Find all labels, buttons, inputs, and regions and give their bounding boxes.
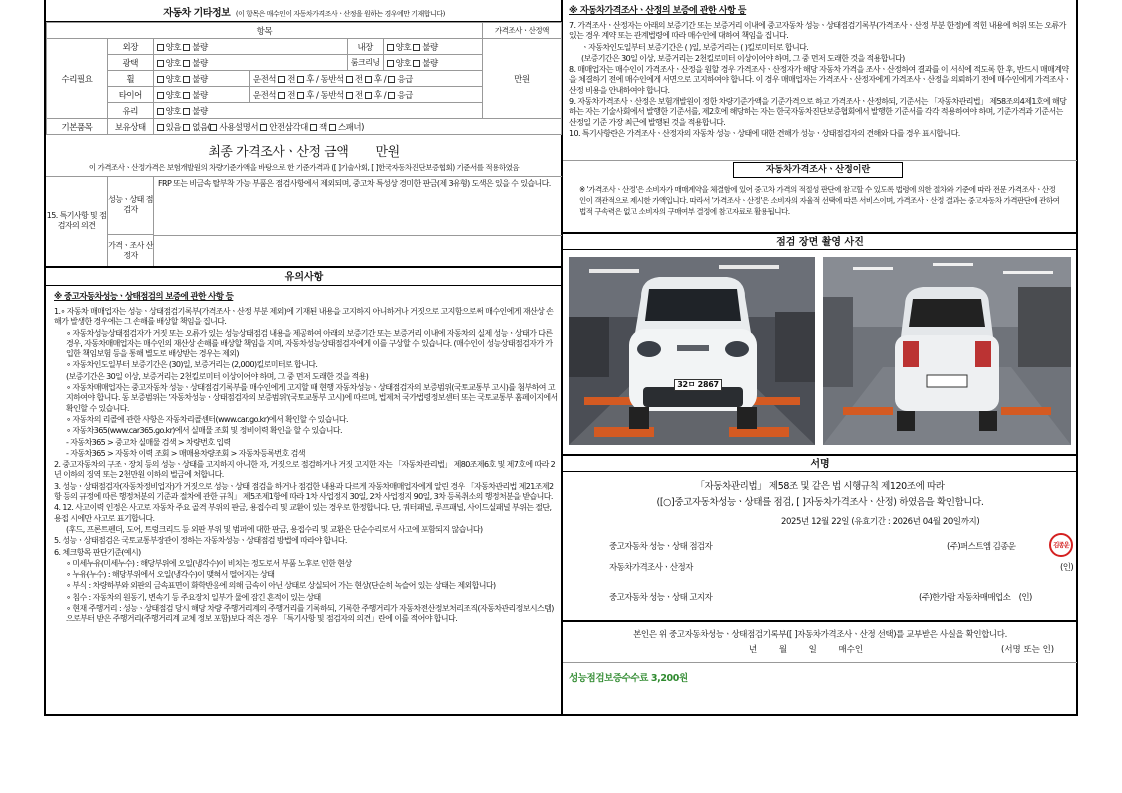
notice-title: 자동차가격조사ㆍ산정이란: [733, 162, 903, 178]
checkbox[interactable]: [157, 124, 164, 131]
checkbox[interactable]: [387, 60, 394, 67]
caution-item: 6. 체크항목 판단기준(예시): [54, 547, 141, 557]
checkbox[interactable]: [260, 124, 267, 131]
price-subtitle: ※ 자동차가격조사ㆍ산정의 보증에 관한 사항 등: [569, 6, 747, 16]
caution-subtitle: ※ 중고자동차성능ㆍ상태점검의 보증에 관한 사항 등: [54, 292, 234, 302]
sign-law: 「자동차관리법」 제58조 및 같은 법 시행규칙 제120조에 따라: [695, 481, 945, 492]
checkbox[interactable]: [346, 92, 353, 99]
caution-body: [54, 292, 558, 626]
caution-item: ∘ 현재 주행거리 : 성능ㆍ상태점검 당시 해당 차량 주행거리계의 주행거리를 기록하되, 기록한 주행거리가 자동차전산정보처리조직(자동차관리정보시스템)으로부터 받은 주행거리(주행거리계 교체 정보 포함)보다 적은 경우 「특기사항 및 점검자의 의견」란에 이를 적어야 합니다.: [66, 604, 554, 624]
misc-note: (이 항목은 매수인이 자동차가격조사ㆍ산정을 원하는 경우에만 기재합니다): [235, 10, 445, 18]
group-basic: 기본품목: [47, 119, 108, 135]
sig-role-2: 자동차가격조사ㆍ산정자: [609, 563, 693, 573]
car-rear-photo-icon: [823, 257, 1071, 445]
checkbox[interactable]: [387, 44, 394, 51]
assessor-label: 가격ㆍ조사 산정자: [108, 235, 154, 266]
price-list: [569, 21, 1071, 139]
caution-item: ∘ 미세누유(미세누수) : 해당부위에 오일(냉각수)이 비치는 정도로서 부품 노후로 인한 현상: [66, 558, 352, 568]
caution-item: 4. 12. 사고이력 인정은 사고로 자동차 주요 골격 부위의 판금, 용접수리 및 교환이 있는 경우로 한정합니다. 단, 쿼터패널, 루프패널, 사이드실패널 부위는 절단, 용접 시에만 사고로 표기합니다.: [54, 503, 552, 523]
label-interior: 내장: [347, 39, 383, 55]
col-item: 항목: [47, 23, 483, 39]
car-front-photo-icon: [569, 257, 815, 445]
sig-name-1: (주)퍼스트엠 김종운: [947, 542, 1016, 552]
caution-item: 1.∘ 자동차 매매업자는 성능ㆍ상태점검기록부(가격조사ㆍ산정 부분 제외)에 기재된 내용을 고지하지 아니하거나 거짓으로 고지함으로써 매수인에게 재산상 손해가 발생한 경우에는 그 손해를 배상할 책임을 집니다.: [54, 307, 554, 327]
inspector-text: FRP 또는 비금속 탈부착 가능 부품은 점검사항에서 제외되며, 중고차 특성상 경미한 판금(제 3유형) 도색은 있을 수 있습니다.: [158, 179, 551, 188]
caution-item: ∘ 자동차성능상태점검자가 거짓 또는 오류가 있는 성능상태점검 내용을 제공하여 아래의 보증기간 또는 보증거리 이내에 자동차의 실제 성능ㆍ상태가 다른 경우, 자동차매매업자는 매수인의 재산상 손해를 배상할 책임을 지며, 자동차성능상태점검자에게 이를 구상할 수 있습니다. (매수인이 성능상태점검자가 가입한 책임보험 등을 통해 별도로 배상받는 경우는 제외): [66, 328, 553, 359]
left-column: [46, 0, 563, 714]
final-note: 이 가격조사ㆍ산정가격은 보험개발원의 차량기준가액을 바탕으로 한 기준가격과 ([ ]기술사회, [ ]한국자동차진단보증협회) 기준서를 적용하였음: [88, 163, 520, 172]
caution-item: - 자동차365 > 자동차 이력 조회 > 매매용차량조회 > 자동차등록번호 검색: [66, 448, 305, 458]
receipt-sign: (서명 또는 인): [1001, 645, 1055, 655]
checkbox[interactable]: [157, 60, 164, 67]
notice-text: ※ '가격조사ㆍ산정'은 소비자가 매매계약을 체결함에 있어 중고차 가격의 적절성 판단에 참고할 수 있도록 법령에 의한 절차와 기준에 따라 전문 가격조사ㆍ산정인이 객관적으로 제시한 가액입니다. 따라서 '가격조사ㆍ산정'은 소비자의 자율적 선택에 따른 서비스이며, 가격조사ㆍ산정 결과는 중고자동차 가격판단에 관하여 법적 구속력은 없고 소비자의 구매여부 결정에 참고자료로 활용됩니다.: [579, 185, 1060, 216]
caution-list: [54, 307, 558, 625]
price-guarantee-item: 9. 자동차가격조사ㆍ산정은 보험개발원이 정한 차량기준가액을 기준가격으로 하고 가격조사ㆍ산정하되, 기준서는 「자동차관리법」 제58조의4제1호에 해당하는 자는 기술사회에서 발행한 기준서를, 제2호에 해당하는 자는 한국자동차진단보증협회에서 발행한 기준서를 각각 적용하여야 하며, 기준가격과 기준서는 산정일 기준 가장 최근에 발행된 것을 적용합니다.: [569, 97, 1067, 127]
price-guarantee-item: 7. 가격조사ㆍ산정자는 아래의 보증기간 또는 보증거리 이내에 중고자동차 성능ㆍ상태점검기록부(가격조사ㆍ산정 부분 한정)에 적힌 내용에 허위 또는 오류가 있는 경우 계약 또는 관계법령에 따라 매수인에 대하여 책임을 집니다.: [569, 21, 1066, 41]
caution-item: ∘ 자동차인도일부터 보증기간은 (30)일, 보증거리는 (2,000)킬로미터로 합니다.: [66, 360, 318, 370]
misc-table: 항목 가격조사ㆍ산정액 수리필요 외장 양호 불량 내장 양호 불량 만원 광택 양호 불량 룸크리닝 양호 불량 휠 양호 불량 운전석 전 후 / 동반석 전 후 / 응급 타이어 양호 불량 운전석 전 후 / 동반석 전 후 / 응급 유리 양호 불량 기본품목 보유상태 있음 없음( 사용설명서 안전삼각대 잭 스패너): [46, 22, 562, 135]
checkbox[interactable]: [157, 92, 164, 99]
caution-item: ∘ 누유(누수) : 해당부위에서 오일(냉각수)이 맺혀서 떨어지는 상태: [66, 570, 275, 580]
checkbox[interactable]: [310, 124, 317, 131]
price-guarantee-item: 10. 특기사항란은 가격조사ㆍ산정자의 자동차 성능ㆍ상태에 대한 견해가 성능ㆍ상태점검자의 견해와 다를 경우 표시합니다.: [569, 128, 960, 138]
label-exterior: 외장: [107, 39, 153, 55]
receipt-date: 년 월 일 매수인: [749, 645, 864, 655]
col-price: 가격조사ㆍ산정액: [482, 23, 561, 39]
sign-check: ([○]중고자동차성능ㆍ상태를 점검, [ ]자동차가격조사ㆍ산정) 하였음을 확인합니다.: [656, 497, 984, 508]
interior-options: 양호 불량: [383, 39, 482, 55]
final-title: 최종 가격조사ㆍ산정 금액: [208, 145, 349, 160]
tire-seats: 운전석 전 후 / 동반석 전 후 / 응급: [249, 87, 482, 103]
checkbox[interactable]: [183, 108, 190, 115]
price-unit: 만원: [482, 39, 561, 119]
fee-text: 성능점검보증수수료 3,200원: [569, 673, 688, 684]
checkbox[interactable]: [329, 124, 336, 131]
checkbox[interactable]: [183, 92, 190, 99]
sig-role-3: 중고자동차 성능ㆍ상태 고지자: [609, 593, 713, 603]
label-wheel: 휠: [107, 71, 153, 87]
checkbox[interactable]: [157, 108, 164, 115]
wheel-seats: 운전석 전 후 / 동반석 전 후 / 응급: [249, 71, 482, 87]
inspection-photo-rear: [823, 257, 1071, 445]
checkbox[interactable]: [278, 76, 285, 83]
caution-item: ∘ 자동차매매업자는 중고자동차 성능ㆍ상태점검기록부를 매수인에게 고지할 때 현행 자동차성능ㆍ상태점검자의 보증범위(국토교통부 고시)를 첨부하여 고지하여야 합니다. 동 보증범위는 '자동차성능ㆍ상태점검자의 보증범위'(국토교통부 고시)에 따르며, 법제처 국가법령정보센터 또는 국토교통부 홈페이지에서 확인할 수 있습니다.: [66, 383, 558, 413]
caution-item: ∘ 침수 : 자동차의 원동기, 변속기 등 주요장치 일부가 물에 잠긴 흔적이 있는 상태: [66, 592, 321, 602]
inspection-photo-front: [569, 257, 815, 445]
caution-item: (후드, 프론트펜더, 도어, 트렁크리드 등 외판 부위 및 범퍼에 대한 판금, 용접수리 및 교환은 단순수리로서 사고에 포함되지 않습니다): [66, 524, 483, 534]
own-options: 있음 없음( 사용설명서 안전삼각대 잭 스패너): [153, 119, 561, 135]
group-repair: 수리필요: [47, 39, 108, 119]
sig-name-2: (인): [1060, 563, 1074, 573]
final-unit: 만원: [375, 145, 400, 160]
checkbox[interactable]: [388, 76, 395, 83]
inspection-record-page: [44, 0, 1078, 716]
price-guarantee-item: (보증기간은 30일 이상, 보증거리는 2천킬로미터 이상이어야 하며, 그 중 먼저 도래한 것을 적용합니다): [581, 53, 905, 63]
label-own: 보유상태: [107, 119, 153, 135]
caution-item: 3. 성능ㆍ상태점검자(자동차정비업자)가 거짓으로 성능ㆍ상태 점검을 하거나 점검한 내용과 다르게 자동차매매업자에게 알린 경우 「자동차관리법 제21조제2항 등의 규정에 따른 행정처분의 기준과 절차에 관한 규칙」 제5조제1항에 따라 1차 사업정지 30일, 2차 사업정지 90일, 3차 등록취소의 행정처분을 받습니다.: [54, 481, 554, 502]
caution-item: ∘ 부식 : 차량하부와 외판의 금속표면이 화학반응에 의해 금속이 아닌 상태로 상실되어 가는 현상(단순히 녹슬어 있는 상태는 제외합니다): [66, 581, 496, 591]
label-glass: 유리: [107, 103, 153, 119]
misc-title: 자동차 기타정보: [163, 8, 231, 19]
caution-item: ∘ 자동차365(www.car365.go.kr)에서 실매물 조회 및 정비이력 확인을 할 수 있습니다.: [66, 426, 342, 436]
checkbox[interactable]: [365, 76, 372, 83]
price-guarantee-item: 8. 매매업자는 매수인이 가격조사ㆍ산정을 원할 경우 가격조사ㆍ산정자가 해당 자동차 가격을 조사ㆍ산정하여 결과를 이 서식에 적도록 한 후, 반드시 매매계약을 체결하기 전에 매수인에게 서면으로 고지하여야 합니다. 이 경우 매매업자는 가격조사ㆍ산정자에게 가격조사ㆍ산정을 의뢰하기 전에 매수인에게 가격조사ㆍ산정 비용을 안내하여야 합니다.: [569, 65, 1071, 95]
sign-date: 2025년 12월 22일 (유효기간 : 2026년 04월 20일까지): [781, 517, 980, 527]
price-guarantee: [569, 6, 1071, 140]
right-column: [563, 0, 1076, 714]
exterior-options: 양호 불량: [153, 39, 347, 55]
caution-item: - 자동차365 > 중고차 실매물 검색 > 차량번호 입력: [66, 437, 231, 447]
sig-role-1: 중고자동차 성능ㆍ상태 점검자: [609, 542, 713, 552]
inspector-label: 성능ㆍ상태 점검자: [108, 177, 154, 235]
sign-title: 서명: [563, 454, 1077, 472]
opinion-block: [46, 177, 562, 266]
label-room-cleaning: 룸크리닝: [347, 55, 383, 71]
caution-item: 5. 성능ㆍ상태점검은 국토교통부장관이 정하는 자동차성능ㆍ상태점검 방법에 따라야 합니다.: [54, 536, 347, 546]
caution-title: 유의사항: [46, 266, 562, 286]
inspector-seal: 김종운: [1049, 533, 1073, 557]
final-price-block: [46, 137, 562, 177]
license-plate: 32ㅁ 2867: [674, 379, 722, 391]
caution-item: ∘ 자동차의 리콜에 관한 사항은 자동차리콜센터(www.car.go.kr)에서 확인할 수 있습니다.: [66, 414, 348, 424]
checkbox[interactable]: [278, 92, 285, 99]
checkbox[interactable]: [183, 44, 190, 51]
checkbox[interactable]: [183, 76, 190, 83]
price-guarantee-item: ㆍ자동차인도일부터 보증기간은 ( )일, 보증거리는 ( )킬로미터로 합니다.: [581, 42, 809, 52]
checkbox[interactable]: [183, 60, 190, 67]
checkbox[interactable]: [183, 124, 190, 131]
checkbox[interactable]: [388, 92, 395, 99]
checkbox[interactable]: [413, 44, 420, 51]
label-gloss: 광택: [107, 55, 153, 71]
checkbox[interactable]: [346, 76, 353, 83]
photo-title: 점검 장면 촬영 사진: [563, 232, 1077, 250]
checkbox[interactable]: [157, 44, 164, 51]
checkbox[interactable]: [365, 92, 372, 99]
checkbox[interactable]: [297, 92, 304, 99]
misc-info-header: [46, 0, 562, 22]
checkbox[interactable]: [297, 76, 304, 83]
checkbox[interactable]: [210, 124, 217, 131]
caution-item: (보증기간은 30일 이상, 보증거리는 2천킬로미터 이상이어야 하며, 그 중 먼저 도래한 것을 적용): [66, 371, 369, 381]
opinion-label: 15. 특기사항 및 점검자의 의견: [46, 177, 108, 266]
sig-name-3: (주)한가람 자동차매매업소 (인): [919, 593, 1032, 603]
checkbox[interactable]: [157, 76, 164, 83]
caution-item: 2. 중고자동차의 구조ㆍ장치 등의 성능ㆍ상태를 고지하지 아니한 자, 거짓으로 점검하거나 거짓 고지한 자는 「자동차관리법」 제80조제6호 및 제7호에 따라 2년 이하의 징역 또는 2천만원 이하의 벌금에 처합니다.: [54, 460, 556, 480]
checkbox[interactable]: [413, 60, 420, 67]
label-tire: 타이어: [107, 87, 153, 103]
receipt-text: 본인은 위 중고자동차성능ㆍ상태점검기록부([ ]자동차가격조사ㆍ산정 선택)를 교부받은 사실을 확인합니다.: [633, 630, 1007, 640]
